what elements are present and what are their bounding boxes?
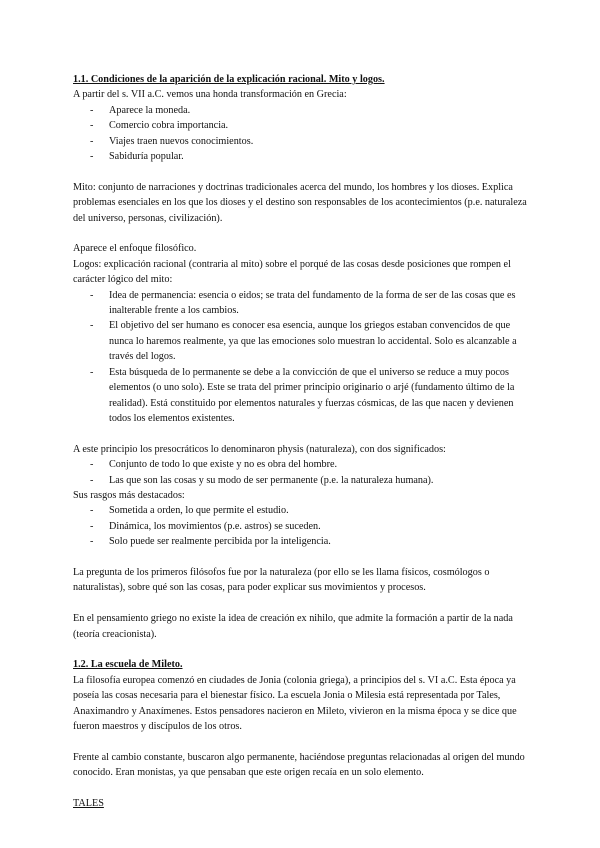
pregunta-paragraph: La pregunta de los primeros filósofos fue por la naturaleza (por ello se les llama físicos, cosmólogos o naturalistas), sobre qué son las cosas, para poder explicar sus movimientos y procesos.	[73, 566, 490, 594]
transformation-list	[73, 103, 536, 165]
spacer	[73, 781, 536, 796]
spacer	[73, 550, 536, 565]
intro-text: A partir del s. VII a.C. vemos una honda transformación en Grecia:	[73, 89, 347, 101]
tales-heading: TALES	[73, 797, 104, 809]
spacer	[73, 226, 536, 241]
mito-paragraph: Mito: conjunto de narraciones y doctrinas tradicionales acerca del mundo, los hombres y los dioses. Explica problemas esenciales en los que los dioses y el destino son responsables de los acontecimientos (p.e. naturaleza del universo, personas, civilización).	[73, 181, 527, 224]
rasgos-list	[73, 503, 536, 549]
creacion-paragraph: En el pensamiento griego no existe la idea de creación ex nihilo, que admite la formación a partir de la nada (teoría creacionista).	[73, 613, 513, 640]
spacer	[73, 596, 536, 611]
list-item: - Esta búsqueda de lo permanente se debe a la convicción de que el universo se reduce a muy pocos elementos (o uno solo). Este se trata del primer principio originario o arjé (fundamento último de la realidad). Está constituido por elementos naturales y fuerzas cósmicas, de las que nacen y devienen todos los elementos existentes.	[73, 365, 536, 427]
list-item: - Idea de permanencia: esencia o eidos; se trata del fundamento de la forma de ser de las cosas que es inalterable frente a los cambios.	[73, 288, 536, 319]
logos-intro: Logos: explicación racional (contraria al mito) sobre el porqué de las cosas desde posiciones que rompen el carácter lógico del mito:	[73, 258, 511, 286]
mileto-paragraph-2: Frente al cambio constante, buscaron algo permanente, haciéndose preguntas relacionadas al origen del mundo conocido. Eran monistas, ya que pensaban que este origen recaía en un solo elemento.	[73, 751, 525, 779]
list-item: - Aparece la moneda.	[73, 103, 536, 118]
list-item: - Sabiduría popular.	[73, 149, 536, 164]
physis-intro: A este principio los presocráticos lo denominaron physis (naturaleza), con dos significados:	[73, 443, 446, 455]
rasgos-intro: Sus rasgos más destacados:	[73, 489, 185, 501]
enfoque-text: Aparece el enfoque filosófico.	[73, 243, 197, 255]
section-heading-2: 1.2. La escuela de Mileto.	[73, 659, 183, 671]
logos-list	[73, 288, 536, 427]
spacer	[73, 642, 536, 657]
list-item: - Comercio cobra importancia.	[73, 118, 536, 133]
spacer	[73, 734, 536, 749]
mileto-paragraph-1: La filosofía europea comenzó en ciudades de Jonia (colonia griega), a principios del s. VI a.C. Esta época ya poseía las cosas necesaria para el bienestar físico. La escuela Jonia o Milesia está representada por Tales, Anaximandro y Anaxímenes. Estos pensadores nacieron en Mileto, vivieron en la misma época y se dice que fueron maestros y discípulos de los otros.	[73, 674, 517, 732]
list-item: - Las que son las cosas y su modo de ser permanente (p.e. la naturaleza humana).	[73, 473, 536, 488]
spacer	[73, 426, 536, 441]
list-item: - Dinámica, los movimientos (p.e. astros) se suceden.	[73, 519, 536, 534]
section-heading-1: 1.1. Condiciones de la aparición de la explicación racional. Mito y logos.	[73, 74, 385, 85]
list-item: - Solo puede ser realmente percibida por la inteligencia.	[73, 534, 536, 549]
list-item: - El objetivo del ser humano es conocer esa esencia, aunque los griegos estaban convencidos de que nunca lo haremos realmente, ya que las emociones solo muestran lo accidental. Solo es alcanzable a través del logos.	[73, 318, 536, 364]
list-item: - Viajes traen nuevos conocimientos.	[73, 134, 536, 149]
list-item: - Sometida a orden, lo que permite el estudio.	[73, 503, 536, 518]
spacer	[73, 164, 536, 179]
physis-list	[73, 457, 536, 488]
list-item: - Conjunto de todo lo que existe y no es obra del hombre.	[73, 457, 536, 472]
